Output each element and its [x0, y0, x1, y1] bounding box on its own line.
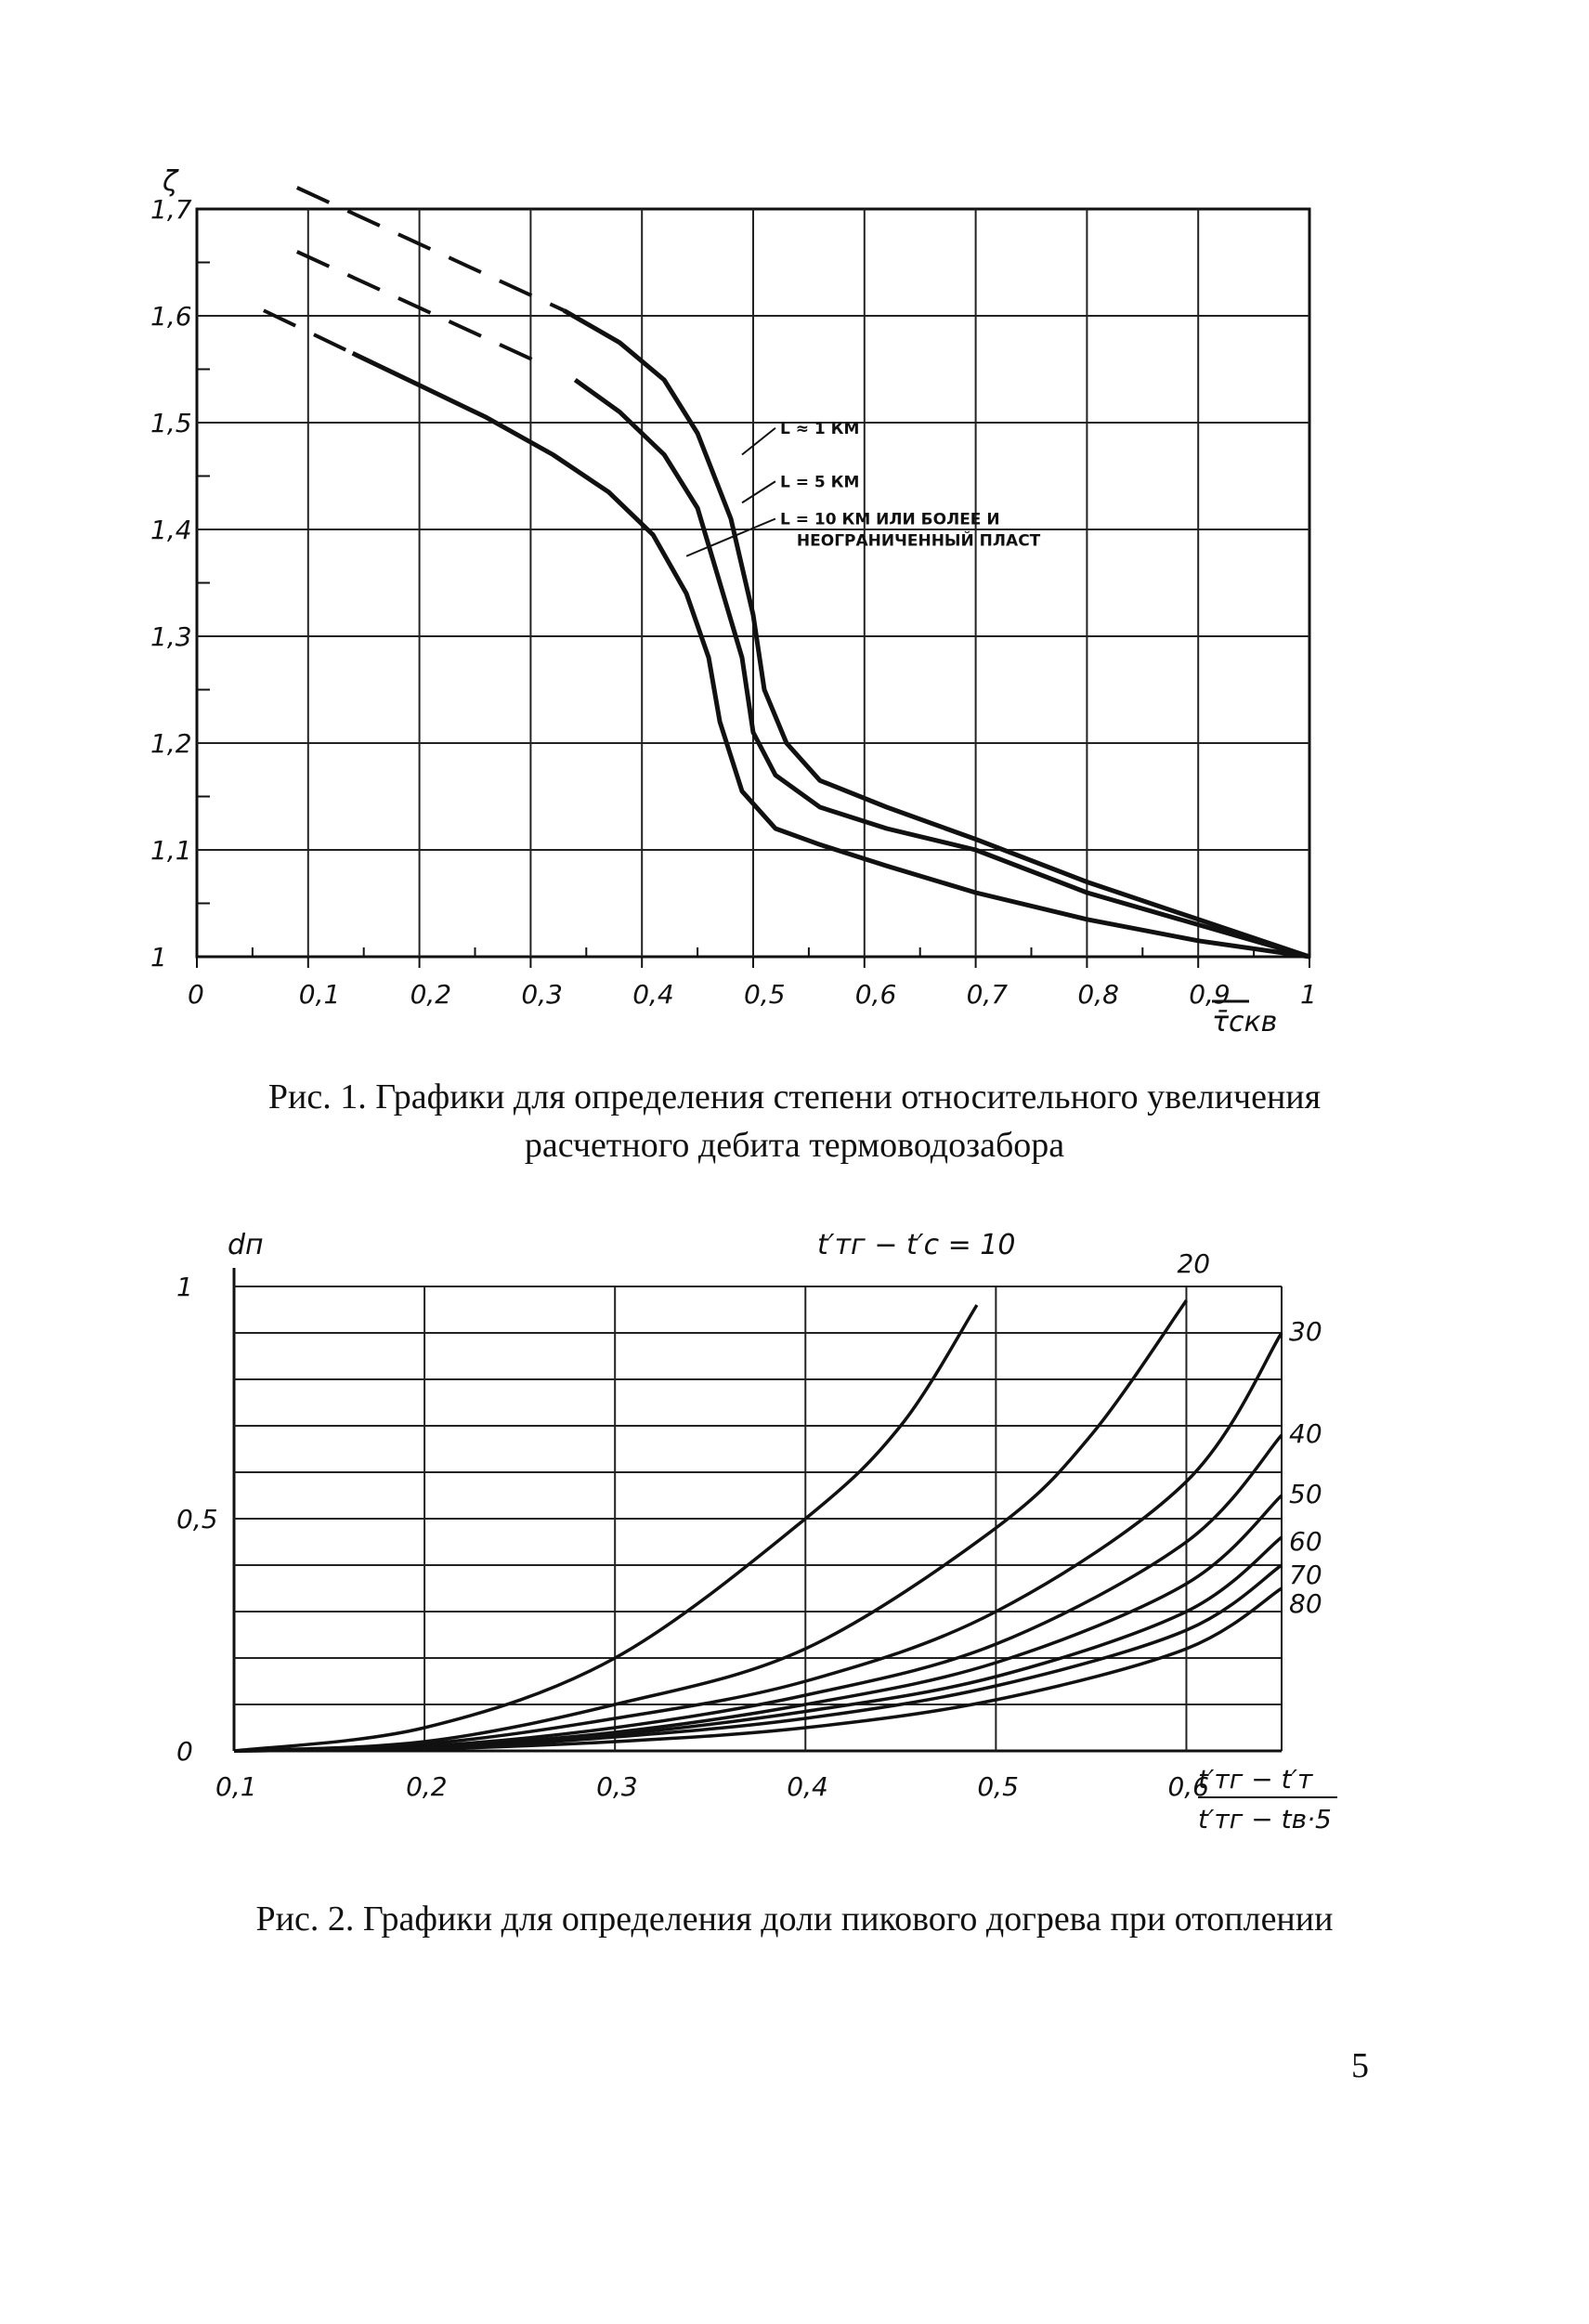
chart-2-curve-label-50: 50: [1289, 1479, 1322, 1509]
chart-2-x-tick-label: 0,6: [1167, 1771, 1209, 1802]
chart-2-x-tick-label: 0,4: [787, 1771, 828, 1802]
chart-1-x-tick-label: 0,4: [632, 979, 674, 1010]
chart-1-y-tick-label: 1,5: [150, 408, 192, 438]
chart-1-y-tick-label: 1,7: [150, 194, 192, 225]
chart-2-curve-label-70: 70: [1289, 1560, 1322, 1590]
chart-1-x-tick-label: 0,6: [854, 979, 897, 1010]
figure-1-caption: [0, 1073, 1589, 1169]
chart-1-label-leader: [742, 428, 775, 455]
chart-2-curve-label-20: 20: [1177, 1248, 1211, 1279]
chart-1-y-tick-label: 1,2: [150, 728, 192, 759]
chart-1-curve-label: НЕОГРАНИЧЕННЫЙ ПЛАСТ: [796, 531, 1041, 551]
chart-2-curve-20: [234, 1300, 1187, 1751]
chart-2-series: [234, 1248, 1322, 1751]
chart-1-label-leader: [742, 481, 775, 503]
chart-2-y-tick-label: 0,5: [176, 1504, 218, 1534]
chart-1-y-tick-label: 1: [150, 942, 167, 973]
chart-1-x-tick-label: 0,1: [298, 979, 341, 1010]
chart-1-series: [264, 188, 1309, 957]
chart-1-series-1-dashed: [297, 188, 565, 310]
chart-2-x-tick-label: 0,1: [215, 1771, 257, 1802]
chart-2-x-tick-label: 0,2: [406, 1771, 448, 1802]
chart-2-y-axis-label: dп: [228, 1229, 264, 1261]
chart-1-x-axis-label: τ̄скв: [1212, 1006, 1278, 1038]
chart-2-curve-60: [234, 1537, 1282, 1751]
chart-1-grid: [197, 209, 1309, 957]
figure-2-caption-text: Рис. 2. Графики для определения доли пикового догрева при отоплении: [255, 1900, 1334, 1939]
chart-1-y-tick-label: 1,1: [150, 835, 192, 866]
chart-1-y-tick-label: 1,4: [150, 515, 192, 545]
chart-1-x-tick-label: 0,8: [1077, 979, 1119, 1010]
chart-1-x-tick-label: 0,2: [410, 979, 452, 1010]
chart-1-x-tick-label: 0,7: [966, 979, 1009, 1010]
chart-2-grid: [234, 1268, 1282, 1751]
chart-2-curve-label-60: 60: [1289, 1526, 1322, 1557]
chart-1-series-3-line: [353, 353, 1309, 957]
chart-1-y-axis-label: ζ: [163, 165, 178, 198]
chart-2-curve-label-80: 80: [1289, 1588, 1322, 1619]
chart-2-curve-label-30: 30: [1289, 1316, 1322, 1347]
chart-1-x-tick-label: 0: [188, 979, 204, 1010]
chart-2-curve-80: [234, 1588, 1282, 1751]
figure-1-caption-line-2: расчетного дебита термоводозабора: [524, 1126, 1065, 1165]
chart-2-y-tick-label: 0: [176, 1736, 193, 1767]
chart-2-x-label-numerator: t′тг − t′т: [1198, 1764, 1313, 1795]
chart-2-curve-30: [234, 1333, 1282, 1751]
chart-2-curve-10: [234, 1305, 977, 1751]
chart-2-curve-header: t′тг − t′с = 10: [817, 1229, 1016, 1261]
chart-1-zeta-vs-tau: [0, 0, 1589, 1068]
chart-2-curve-label-40: 40: [1289, 1418, 1322, 1449]
chart-2-x-tick-label: 0,5: [977, 1771, 1019, 1802]
chart-1-y-tick-label: 1,3: [150, 621, 192, 652]
chart-1-series-2-line: [575, 380, 1309, 957]
chart-2-x-label-denominator: t′тг − tв·5: [1198, 1804, 1332, 1834]
chart-1-curve-label: L = 5 КМ: [779, 473, 860, 492]
chart-1-y-tick-label: 1,6: [150, 301, 192, 332]
chart-1-curve-label: L = 10 КМ ИЛИ БОЛЕЕ И: [779, 510, 1000, 529]
chart-1-x-tick-label: 0,3: [521, 979, 563, 1010]
page-number: 5: [1351, 2046, 1369, 2085]
chart-1-x-tick-label: 0,9: [1189, 979, 1231, 1010]
chart-2-y-tick-label: 1: [176, 1272, 193, 1302]
chart-2-x-tick-label: 0,3: [596, 1771, 638, 1802]
chart-2-dn-vs-ratio: [0, 1180, 1589, 1867]
figure-1-caption-line-1: Рис. 1. Графики для определения степени относительного увеличения: [267, 1077, 1322, 1116]
chart-1-curve-label: L ≈ 1 КМ: [779, 419, 860, 438]
chart-1-x-tick-label: 0,5: [744, 979, 786, 1010]
chart-1-x-tick-label: 1: [1300, 979, 1317, 1010]
figure-2-caption: [0, 1895, 1589, 1943]
